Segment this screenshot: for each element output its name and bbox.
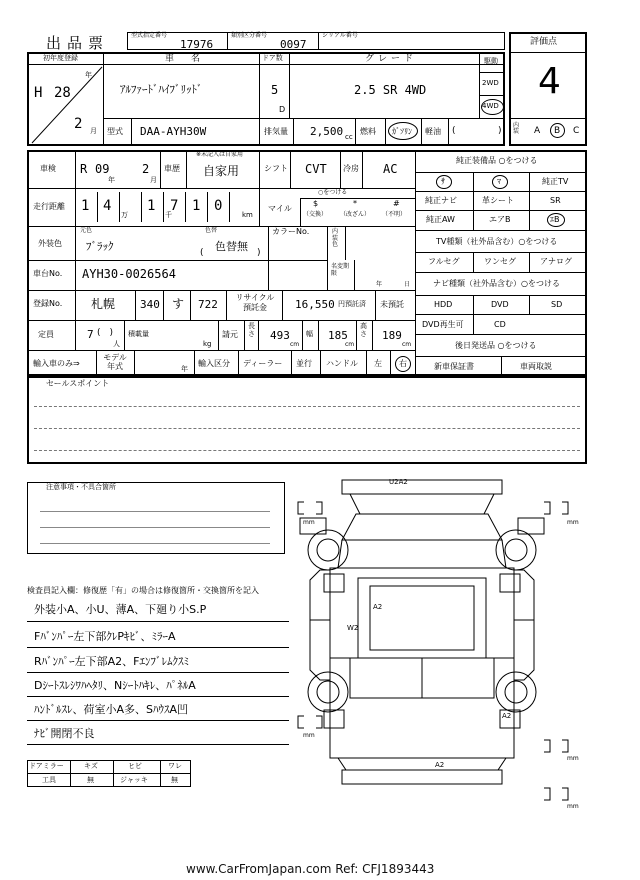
model-cert-label: 型式指定番号 xyxy=(131,32,168,39)
interior-color-label: 内装色 xyxy=(332,228,339,249)
diagram-mark-rear-right: A2 xyxy=(502,712,512,720)
diagram-mm-rl: mm xyxy=(303,732,315,739)
drive-label: 駆動 xyxy=(484,57,498,65)
doors-d: D xyxy=(279,105,286,114)
inspection-year: 09 xyxy=(95,162,110,176)
width-value: 185 xyxy=(328,329,348,342)
drive-4wd: 4WD xyxy=(482,102,499,110)
mile-opt2: * xyxy=(353,199,357,208)
interior-grade-circle xyxy=(550,123,565,138)
tv-header: TV種類（社外品含む）○をつける xyxy=(436,237,558,246)
use-note: ※未記入は自家用 xyxy=(196,151,244,158)
car-name-label: 車 名 xyxy=(165,54,205,64)
mile-opt1: $ xyxy=(313,199,319,208)
handle-left: 左 xyxy=(374,359,382,368)
missing-header-crack: ヒビ xyxy=(128,762,142,770)
model-year-unit: 年 xyxy=(181,365,188,373)
recycle-unpaid: 未預託 xyxy=(380,300,404,309)
first-reg-label: 初年度登録 xyxy=(43,54,78,62)
mileage-label: 走行距離 xyxy=(33,202,65,211)
equip-r3c3: ｴB xyxy=(550,215,560,224)
mile-opt2-sub: （改ざん） xyxy=(340,211,371,218)
light-oil-label: 軽油 xyxy=(425,127,441,136)
navi-option-hdd: HDD xyxy=(434,300,453,309)
inspection-month-unit: 月 xyxy=(150,176,157,184)
mileage-digit-2: 4 xyxy=(103,198,112,214)
missing-jack-value: 無 xyxy=(171,776,178,784)
handle-right: 右 xyxy=(399,359,407,368)
car-name-value: ｱﾙﾌｧｰﾄﾞﾊｲﾌﾞﾘｯﾄﾞ xyxy=(120,83,203,96)
tv-option-oneseg: ワンセグ xyxy=(484,257,516,266)
dvd-playback-label: DVD再生可 xyxy=(422,320,464,329)
missing-header-mirror: ドアミラー xyxy=(29,762,64,770)
equip-r2c1: 純正ナビ xyxy=(425,196,457,205)
title-change-day-unit: 日 xyxy=(404,281,411,288)
dealer-label: ディーラー xyxy=(243,359,283,368)
diagram-mm-fr: mm xyxy=(567,519,579,526)
handle-right-circle xyxy=(395,356,411,372)
page-title: 出品票 xyxy=(46,34,110,52)
fuel-label: 燃料 xyxy=(360,127,376,136)
model-type-value: DAA-AYH30W xyxy=(140,125,207,138)
height-value: 189 xyxy=(382,329,402,342)
use-label: 車歴 xyxy=(164,164,180,173)
request-label: 請元 xyxy=(222,330,238,339)
navi-header: ナビ種類（社外品含む）○をつける xyxy=(433,279,560,288)
load-unit: kg xyxy=(203,340,212,348)
mileage-digit-4: 7 xyxy=(170,198,179,214)
height-label: 高さ xyxy=(360,322,367,338)
width-label: 幅 xyxy=(306,330,313,338)
mileage-sen-unit: 千 xyxy=(165,211,172,219)
inspector-note: 検査員記入欄：修復歴「有」の場合は修復箇所・交換箇所を記入 xyxy=(27,586,259,595)
recycle-label: リサイクル預託金 xyxy=(235,293,275,312)
later-doc-warranty: 新車保証書 xyxy=(434,362,474,371)
inspection-label: 車検 xyxy=(40,164,56,173)
note-line-4: Dｼｰﾄｽﾚｼﾜﾊﾍﾀﾘ、Nｼｰﾄﾊｷﾚ、ﾊﾟﾈﾙA xyxy=(34,679,196,692)
displacement-label: 排気量 xyxy=(264,127,288,136)
chassis-label: 車台No. xyxy=(33,269,63,278)
capacity-label: 定員 xyxy=(38,330,54,339)
cooler-value: AC xyxy=(383,162,398,176)
shift-label: シフト xyxy=(264,164,288,173)
equip-r3c2: エアB xyxy=(489,215,511,224)
mileage-digit-1: 1 xyxy=(81,198,90,214)
displacement-unit: cc xyxy=(345,133,353,141)
drive-4wd-circle xyxy=(481,99,504,115)
sales-point-label: セールスポイント xyxy=(46,379,110,388)
navi-option-dvd: DVD xyxy=(491,300,509,309)
width-unit: cm xyxy=(345,341,355,348)
mileage-km-unit: km xyxy=(242,211,253,219)
diagram-mm-rr: mm xyxy=(567,755,579,762)
diagram-mm-fl: mm xyxy=(303,519,315,526)
equip-r3c3-circle xyxy=(547,213,565,227)
grade-label: グレード xyxy=(365,54,418,64)
plate-class: 340 xyxy=(140,298,160,311)
later-doc-manual: 車両取説 xyxy=(520,362,552,371)
category-value: 0097 xyxy=(280,38,307,51)
equip-r1c3: 純正TV xyxy=(542,177,569,186)
parallel-label: 並行 xyxy=(296,359,312,368)
later-docs-header: 後日発送品 ○をつける xyxy=(455,341,537,350)
navi-option-sd: SD xyxy=(551,300,563,309)
cd-label: CD xyxy=(494,320,506,329)
equip-r1c1: ｻ xyxy=(441,177,445,186)
missing-header-break: ワレ xyxy=(168,762,182,770)
note-line-2: Fﾊﾞﾝﾊﾟｰ左下部ｸﾚPｷﾋﾞ、ﾐﾗｰA xyxy=(34,630,176,643)
fuel-value: ｶﾞｿﾘﾝ xyxy=(392,127,412,136)
load-label: 積載量 xyxy=(128,330,149,338)
mile-opt3-sub: （不明） xyxy=(382,211,407,218)
diagram-mm-spare: mm xyxy=(567,803,579,810)
length-unit: cm xyxy=(290,341,300,348)
exterior-label: 外装色 xyxy=(38,239,62,248)
length-label: 長さ xyxy=(248,322,255,338)
mile-opt3: # xyxy=(393,199,400,208)
inspection-year-unit: 年 xyxy=(108,176,115,184)
interior-label: 内装 xyxy=(513,122,520,135)
displacement-value: 2,500 xyxy=(310,125,344,138)
mile-circle-note: ○をつける xyxy=(318,189,348,196)
inspection-era: R xyxy=(80,162,88,176)
plate-area: 札幌 xyxy=(91,297,116,311)
recycle-value: 16,550 xyxy=(295,298,335,311)
color-no-label: カラーNo. xyxy=(272,227,310,236)
missing-header-scratch: キズ xyxy=(84,762,98,770)
capacity-value: 7 xyxy=(87,328,94,341)
interior-grade-c: C xyxy=(573,126,580,136)
mileage-digit-5: 1 xyxy=(192,198,201,214)
equip-r3c1: 純正AW xyxy=(426,215,455,224)
cooler-label: 冷房 xyxy=(343,164,359,173)
shift-value: CVT xyxy=(305,162,327,176)
genuine-header: 純正装備品 ○をつける xyxy=(456,156,538,165)
model-year-label: モデル年式 xyxy=(103,353,127,371)
diagram-mark-rear: A2 xyxy=(435,761,445,769)
original-color-label: 元色 xyxy=(80,227,93,234)
car-damage-diagram xyxy=(290,470,590,810)
inspection-month: 2 xyxy=(142,162,150,176)
missing-tool-value: 無 xyxy=(87,776,94,784)
note-line-5: ﾊﾝﾄﾞﾙｽﾚ、荷室小A多、SﾊｳｽA凹 xyxy=(34,703,189,716)
equip-r1c2-circle xyxy=(492,175,508,189)
first-reg-year-unit: 年 xyxy=(85,71,92,79)
missing-tool: 工具 xyxy=(42,776,56,784)
import-class-label: 輸入区分 xyxy=(198,359,230,368)
equip-r2c3: SR xyxy=(550,196,561,205)
height-unit: cm xyxy=(402,341,412,348)
equip-r1c1-circle xyxy=(436,175,452,189)
plate-label: 登録No. xyxy=(33,299,63,308)
note-line-6: ﾅﾋﾞ開閉不良 xyxy=(34,727,95,740)
diagram-mark-roof: U2A2 xyxy=(389,478,408,486)
equip-r1c2: ﾏ xyxy=(497,177,501,186)
color-change-value: 色替無 xyxy=(215,240,248,253)
length-value: 493 xyxy=(270,329,290,342)
note-line-1: 外装小A、小U、薄A、下廻り小S.P xyxy=(34,603,207,616)
score-value: 4 xyxy=(538,61,561,102)
diagram-mark-windshield: W2 xyxy=(347,624,359,632)
footer-watermark: www.CarFromJapan.com Ref: CFJ1893443 xyxy=(186,862,435,876)
model-cert-value: 17976 xyxy=(180,38,214,51)
plate-kana: す xyxy=(172,297,185,311)
mileage-man-unit: 万 xyxy=(121,211,128,219)
title-change-label: 名変期限 xyxy=(331,263,350,278)
grade-value: 2.5 SR 4WD xyxy=(354,83,427,97)
diagram-mark-body: A2 xyxy=(373,603,383,611)
mile-opt1-sub: （交換） xyxy=(303,211,328,218)
drive-2wd: 2WD xyxy=(482,79,499,87)
mile-label: マイル xyxy=(268,204,292,213)
first-reg-month: 2 xyxy=(74,116,83,132)
chassis-value: AYH30-0026564 xyxy=(82,267,176,281)
plate-number: 722 xyxy=(198,298,218,311)
fuel-circle xyxy=(388,122,418,140)
import-label: 輸入車のみ⇒ xyxy=(33,359,80,368)
doors-label: ドア数 xyxy=(262,54,283,62)
mileage-digit-6: 0 xyxy=(214,198,223,214)
tv-option-analog: アナログ xyxy=(540,257,572,266)
notes-label: 注意事項・不具合箇所 xyxy=(46,483,116,491)
category-label: 類別区分番号 xyxy=(231,32,268,39)
note-line-3: Rﾊﾞﾝﾊﾟｰ左下部A2、Fｴﾝﾌﾞﾚﾑｸｽﾐ xyxy=(34,655,189,668)
equip-r2c2: 革シート xyxy=(482,196,514,205)
recycle-unit: 円預託済 xyxy=(338,300,366,308)
capacity-unit: 人 xyxy=(113,340,120,348)
color-change-label: 色替 xyxy=(205,227,218,234)
first-reg-year: 28 xyxy=(54,85,71,101)
handle-label: ハンドル xyxy=(326,359,358,368)
exterior-value: ﾌﾞﾗｯｸ xyxy=(86,240,114,253)
first-reg-era: H xyxy=(34,85,43,101)
use-value: 自家用 xyxy=(203,164,240,178)
missing-jack: ジャッキ xyxy=(120,776,148,784)
tv-option-fullseg: フルセグ xyxy=(428,257,460,266)
score-label: 評価点 xyxy=(530,37,558,47)
doors-value: 5 xyxy=(271,83,279,97)
title-change-year-unit: 年 xyxy=(376,281,383,288)
interior-grade-a: A xyxy=(534,126,541,136)
first-reg-month-unit: 月 xyxy=(90,127,97,135)
model-type-label: 型式 xyxy=(107,127,123,136)
serial-label: シリアル番号 xyxy=(322,32,358,39)
interior-grade-b: B xyxy=(554,126,561,136)
mileage-digit-3: 1 xyxy=(147,198,156,214)
